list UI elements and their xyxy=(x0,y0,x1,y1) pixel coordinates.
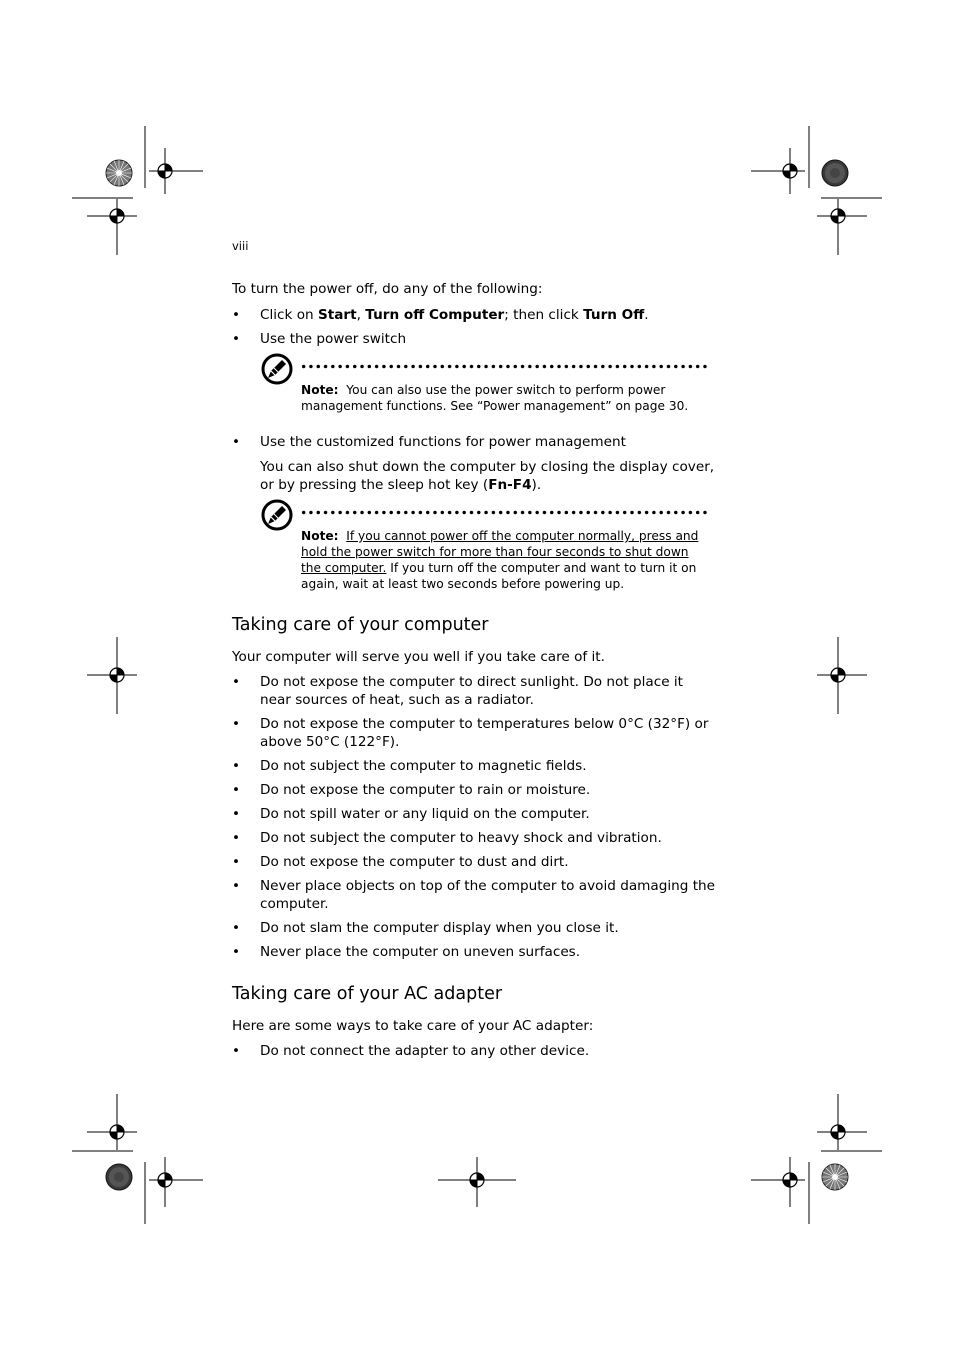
list-item: Do not expose the computer to direct sunlight. Do not place it xyxy=(260,674,684,690)
bullet: • xyxy=(232,782,241,798)
care-computer-intro: Your computer will serve you well if you take care of it. xyxy=(232,649,605,665)
registration-mark-icon xyxy=(110,1125,124,1139)
color-wheel-icon xyxy=(822,1164,848,1190)
bullet: • xyxy=(232,854,241,870)
note-1-line-1: Note: You can also use the power switch to perform power xyxy=(301,383,666,397)
list-item: above 50°C (122°F). xyxy=(260,734,400,750)
power-off-para-line-2: or by pressing the sleep hot key (Fn-F4). xyxy=(260,477,542,493)
heading-care-adapter: Taking care of your AC adapter xyxy=(232,984,503,1004)
heading-care-computer: Taking care of your computer xyxy=(232,615,489,635)
note-2-line-2: hold the power switch for more than four seconds to shut down xyxy=(301,545,689,559)
list-item: Do not connect the adapter to any other device. xyxy=(260,1043,590,1059)
list-item: Do not expose the computer to dust and dirt. xyxy=(260,854,569,870)
bullet: • xyxy=(232,944,241,960)
note-divider xyxy=(300,364,710,369)
list-item: Do not slam the computer display when you close it. xyxy=(260,920,619,936)
bullet: • xyxy=(232,434,241,450)
registration-mark-icon xyxy=(831,1125,845,1139)
color-wheel-icon xyxy=(106,160,132,186)
list-item: computer. xyxy=(260,896,329,912)
list-item: Do not spill water or any liquid on the computer. xyxy=(260,806,590,822)
list-item: Do not expose the computer to temperatures below 0°C (32°F) or xyxy=(260,716,709,732)
list-item: Never place the computer on uneven surfaces. xyxy=(260,944,581,960)
power-off-item-custom: Use the customized functions for power management xyxy=(260,434,626,450)
list-item: Do not subject the computer to magnetic fields. xyxy=(260,758,587,774)
bullet: • xyxy=(232,878,241,894)
list-item: Do not subject the computer to heavy shock and vibration. xyxy=(260,830,662,846)
list-item: near sources of heat, such as a radiator. xyxy=(260,692,534,708)
note-2-line-3: the computer. If you turn off the computer and want to turn it on xyxy=(301,561,697,575)
registration-mark-icon xyxy=(158,1173,172,1187)
registration-mark-icon xyxy=(470,1173,484,1187)
note-2-line-1: Note: If you cannot power off the computer normally, press and xyxy=(301,529,699,543)
bullet: • xyxy=(232,758,241,774)
list-item: Never place objects on top of the computer to avoid damaging the xyxy=(260,878,716,894)
registration-mark-icon xyxy=(831,209,845,223)
power-off-item-switch: Use the power switch xyxy=(260,331,407,347)
page-number: viii xyxy=(232,239,249,253)
registration-mark-icon xyxy=(158,164,172,178)
note-divider xyxy=(300,510,710,515)
power-off-item-start-menu: Click on Start, Turn off Computer; then click Turn Off. xyxy=(260,307,649,323)
registration-mark-icon xyxy=(831,668,845,682)
power-off-para-line-1: You can also shut down the computer by closing the display cover, xyxy=(260,459,715,475)
list-item: Do not expose the computer to rain or moisture. xyxy=(260,782,591,798)
bullet: • xyxy=(232,920,241,936)
color-wheel-icon xyxy=(106,1164,132,1190)
bullet: • xyxy=(232,716,241,732)
registration-mark-icon xyxy=(110,209,124,223)
bullet: • xyxy=(232,331,241,347)
bullet: • xyxy=(232,1043,241,1059)
registration-mark-icon xyxy=(110,668,124,682)
note-2-line-4: again, wait at least two seconds before powering up. xyxy=(301,577,625,591)
registration-mark-icon xyxy=(783,164,797,178)
color-wheel-icon xyxy=(822,160,848,186)
note-1-line-2: management functions. See “Power management” on page 30. xyxy=(301,399,689,413)
care-adapter-intro: Here are some ways to take care of your AC adapter: xyxy=(232,1018,594,1034)
bullet: • xyxy=(232,674,241,690)
note-pen-icon xyxy=(260,498,294,532)
registration-mark-icon xyxy=(783,1173,797,1187)
bullet: • xyxy=(232,806,241,822)
bullet: • xyxy=(232,830,241,846)
power-off-intro: To turn the power off, do any of the following: xyxy=(232,281,543,297)
note-pen-icon xyxy=(260,352,294,386)
bullet: • xyxy=(232,307,241,323)
